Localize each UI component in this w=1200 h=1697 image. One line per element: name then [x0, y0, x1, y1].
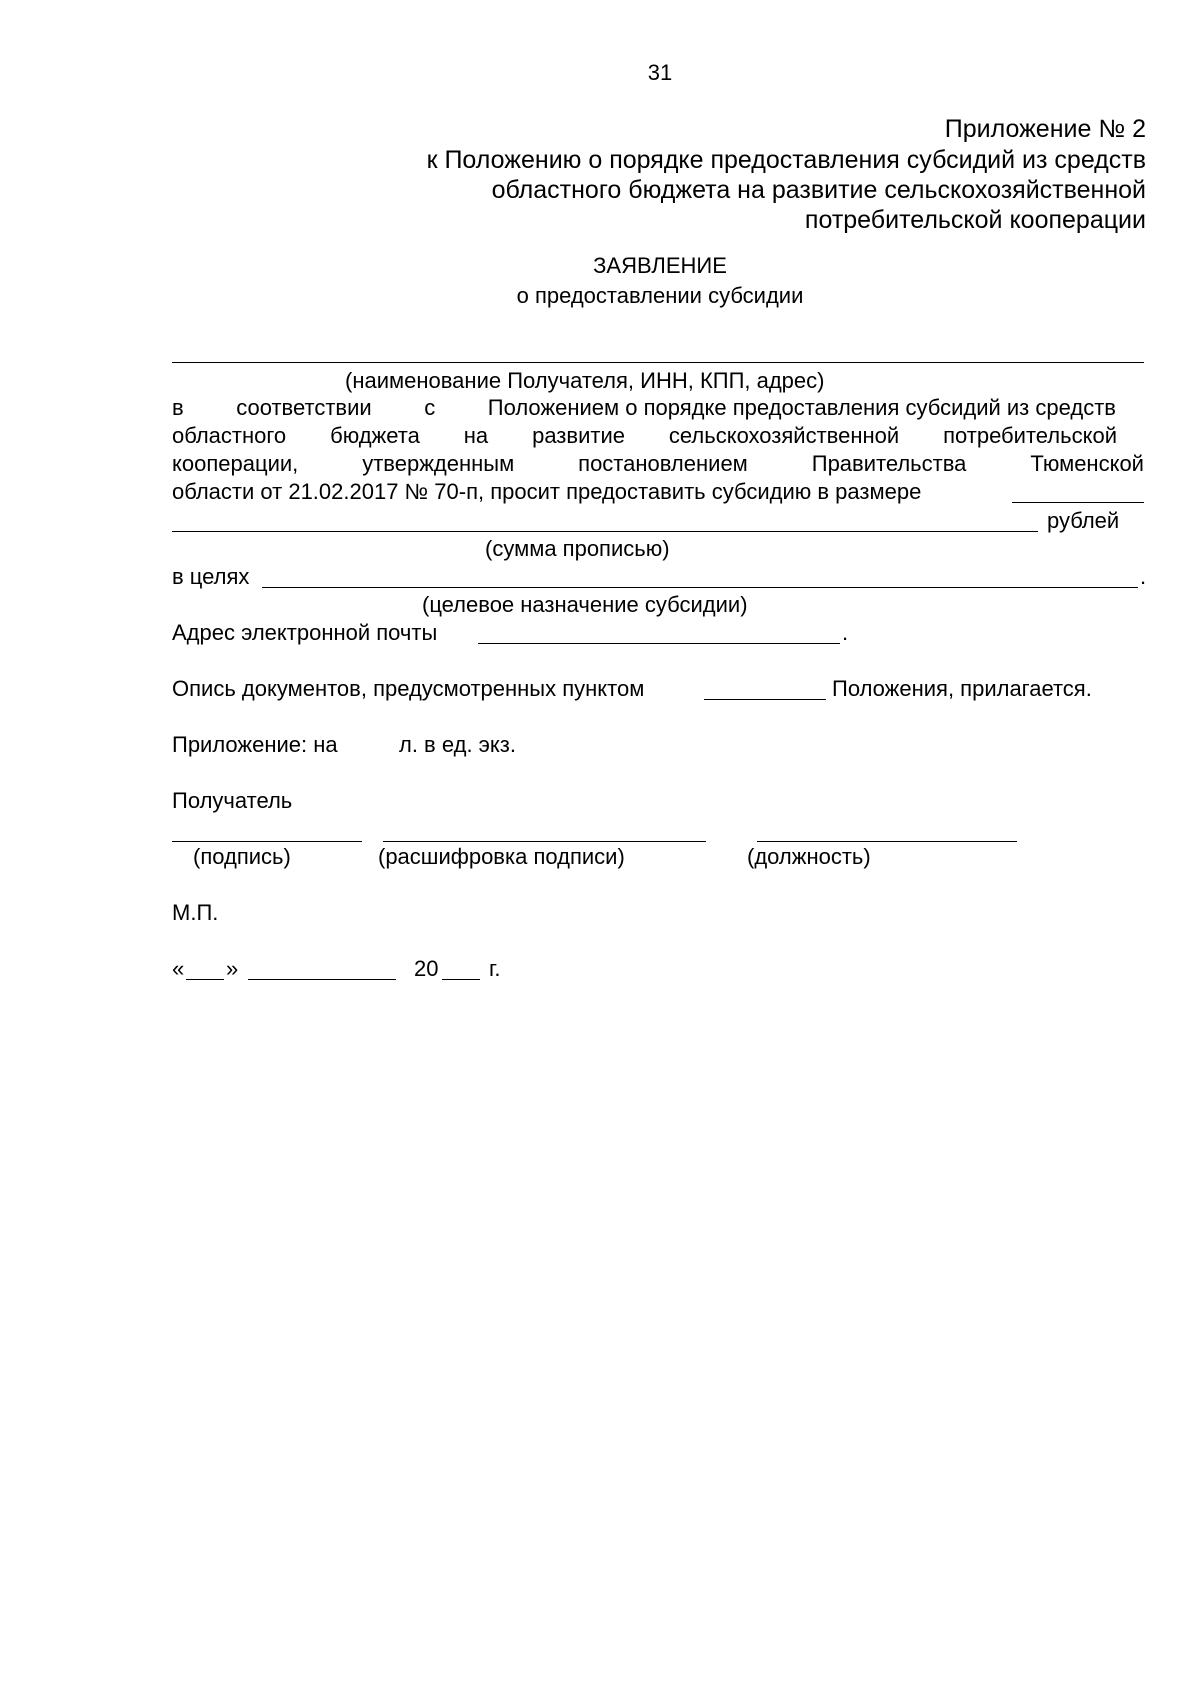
- purpose-end: .: [1140, 564, 1147, 589]
- rubles-label: рублей: [1047, 508, 1120, 533]
- recipient-label: Получатель: [172, 788, 293, 813]
- signature-field[interactable]: [172, 841, 362, 842]
- appendix-line-2: областного бюджета на развитие сельскохозяйственной: [491, 176, 1146, 204]
- appendix-title: Приложение № 2: [944, 115, 1146, 143]
- body-word: в: [172, 395, 184, 420]
- document-subtitle: о предоставлении субсидии: [516, 283, 804, 308]
- date-close-quote: »: [226, 956, 239, 981]
- body-word: утвержденным: [362, 451, 515, 476]
- date-year-prefix: 20: [414, 956, 439, 981]
- date-open-quote: «: [172, 956, 185, 981]
- subsidy-amount-field[interactable]: [1012, 502, 1144, 503]
- body-line-4: области от 21.02.2017 № 70-п, просит предоставить субсидию в размере: [172, 479, 922, 504]
- signature-decoding-field[interactable]: [383, 841, 706, 842]
- email-label: Адрес электронной почты: [172, 620, 438, 645]
- body-line-2: [172, 425, 1117, 447]
- amount-words-caption: (сумма прописью): [485, 536, 670, 561]
- body-word: постановлением: [578, 451, 748, 476]
- body-word: Положением о порядке предоставления субсидий из средств: [487, 395, 1116, 420]
- signature-caption: (подпись): [193, 844, 291, 869]
- body-word: с: [424, 395, 436, 420]
- docs-label-start: Опись документов, предусмотренных пунктом: [172, 676, 645, 701]
- attachment-prefix: Приложение: на: [172, 732, 338, 757]
- purpose-label: в целях: [172, 564, 250, 589]
- body-word: Правительства: [811, 451, 967, 476]
- position-field[interactable]: [757, 841, 1017, 842]
- email-end: .: [842, 620, 849, 645]
- body-word: на: [463, 423, 489, 448]
- document-title: ЗАЯВЛЕНИЕ: [593, 253, 727, 278]
- date-year-field[interactable]: [442, 979, 480, 980]
- date-year-suffix: г.: [489, 956, 501, 981]
- date-day-field[interactable]: [186, 979, 224, 980]
- body-word: Тюменской: [1030, 451, 1144, 476]
- body-word: сельскохозяйственной: [668, 423, 900, 448]
- applicant-field-caption: (наименование Получателя, ИНН, КПП, адрес): [345, 368, 825, 393]
- date-month-field[interactable]: [248, 979, 396, 980]
- position-caption: (должность): [747, 844, 871, 869]
- stamp-label: М.П.: [172, 900, 219, 925]
- appendix-line-3: потребительской кооперации: [804, 206, 1146, 234]
- body-line-1: [172, 397, 1116, 419]
- amount-words-field[interactable]: [172, 531, 1038, 532]
- signature-decoding-caption: (расшифровка подписи): [378, 844, 625, 869]
- body-word: потребительской: [943, 423, 1117, 448]
- body-word: областного: [172, 423, 287, 448]
- docs-label-end: Положения, прилагается.: [832, 676, 1092, 701]
- attachment-suffix: л. в ед. экз.: [399, 732, 516, 757]
- email-field[interactable]: [478, 643, 840, 644]
- body-word: развитие: [532, 423, 625, 448]
- body-line-3: [172, 453, 1144, 475]
- body-word: бюджета: [330, 423, 420, 448]
- body-word: соответствии: [236, 395, 372, 420]
- applicant-field-line[interactable]: [172, 362, 1144, 363]
- page-number: 31: [647, 60, 673, 85]
- body-word: кооперации,: [172, 451, 299, 476]
- purpose-field[interactable]: [262, 587, 1138, 588]
- appendix-line-1: к Положению о порядке предоставления субсидий из средств: [426, 146, 1146, 174]
- docs-clause-field[interactable]: [704, 699, 826, 700]
- purpose-caption: (целевое назначение субсидии): [422, 592, 748, 617]
